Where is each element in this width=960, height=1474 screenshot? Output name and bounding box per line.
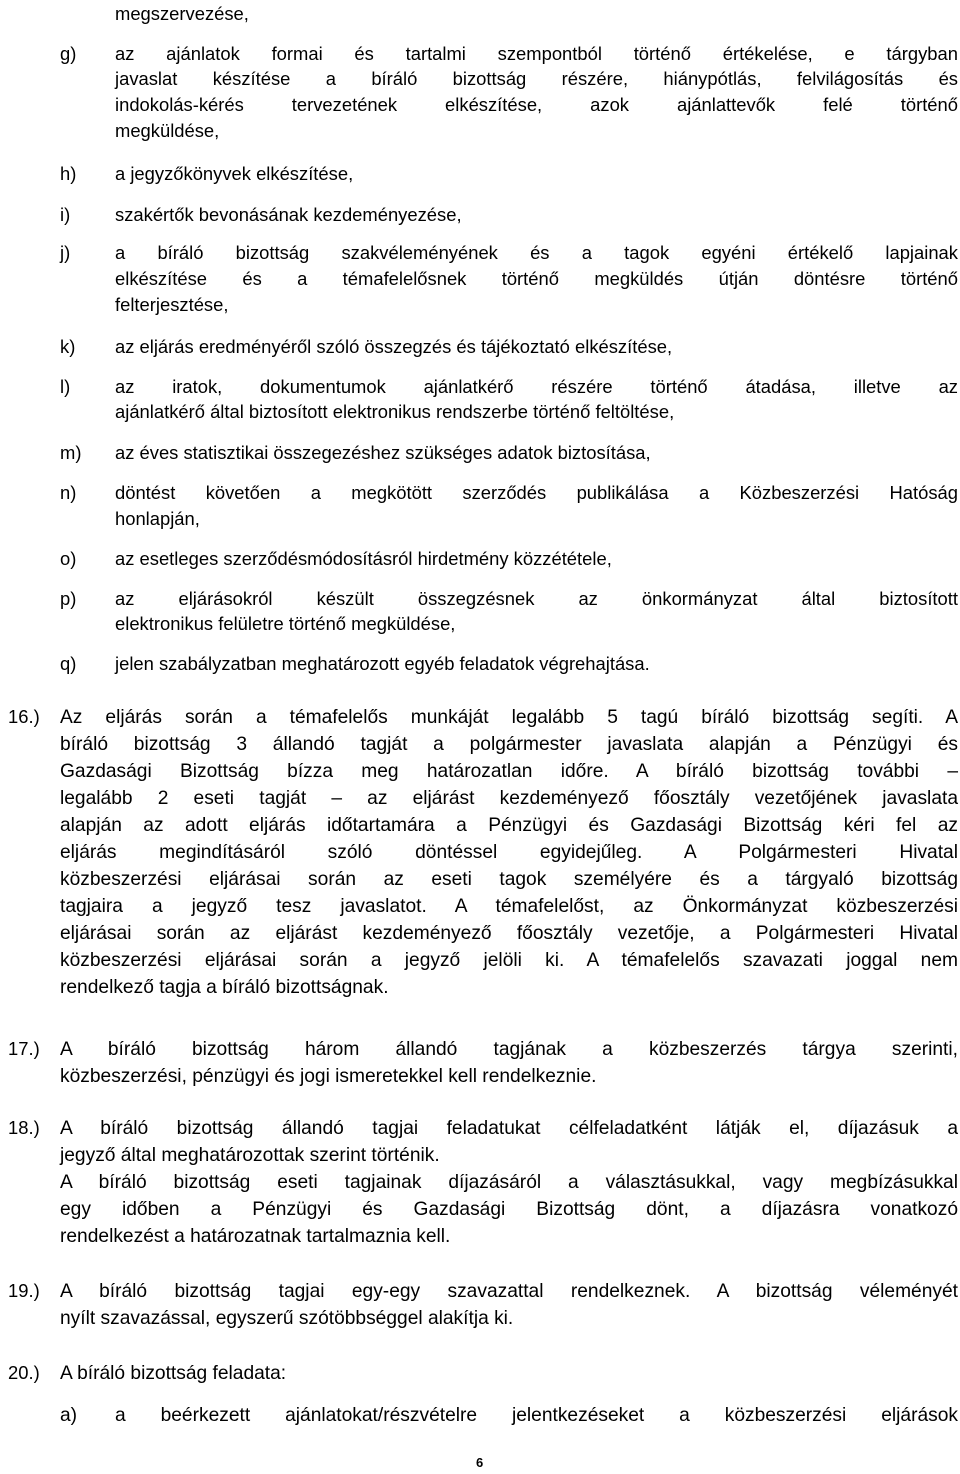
item-label-h: h) [60, 163, 77, 184]
section-19-line-1: A bíráló bizottság tagjai egy-egy szavazattal rendelkeznek. A bizottság véleményét [60, 1281, 958, 1302]
item-label-n: n) [60, 482, 77, 503]
item-label-g: g) [60, 43, 77, 64]
section-16-line-8: tagjaira a jegyző tesz javaslatot. A témafelelőst, az Önkormányzat közbeszerzési [60, 896, 958, 917]
section-18-line-4: egy időben a Pénzügyi és Gazdasági Bizottság dönt, a díjazásra vonatkozó [60, 1199, 958, 1220]
item-g-line-1: az ajánlatok formai és tartalmi szempontból történő értékelése, e tárgyban [115, 43, 958, 64]
item-label-q: q) [60, 653, 77, 674]
section-17-line-1: A bíráló bizottság három állandó tagjának a közbeszerzés tárgya szerinti, [60, 1039, 958, 1060]
section-16-line-5: alapján az adott eljárás időtartamára a Pénzügyi és Gazdasági Bizottság kéri fel az [60, 815, 958, 836]
page-number: 6 [476, 1455, 484, 1470]
section-16-line-1: Az eljárás során a témafelelős munkáját legalább 5 tagú bíráló bizottság segíti. A [60, 707, 958, 728]
item-label-m: m) [60, 442, 82, 463]
section-16-line-11: rendelkező tagja a bíráló bizottságnak. [60, 977, 389, 998]
item-label-k: k) [60, 336, 76, 357]
item-label-l: l) [60, 376, 71, 397]
item-label-o: o) [60, 548, 77, 569]
item-p-line-1: az eljárásokról készült összegzésnek az önkormányzat által biztosított [115, 588, 958, 609]
item-m-line-1: az éves statisztikai összegezéshez szükséges adatok biztosítása, [115, 442, 651, 463]
item-label-j: j) [60, 242, 71, 263]
item-n-line-1: döntést követően a megkötött szerződés publikálása a Közbeszerzési Hatóság [115, 482, 958, 503]
item-q-line-1: jelen szabályzatban meghatározott egyéb feladatok végrehajtása. [115, 653, 650, 674]
section-20-item-a-line-1: a beérkezett ajánlatokat/részvételre jelentkezéseket a közbeszerzési eljárások [115, 1405, 958, 1426]
item-j-line-1: a bíráló bizottság szakvéleményének és a tagok egyéni értékelő lapjainak [115, 242, 958, 263]
item-h-line-1: a jegyzőkönyvek elkészítése, [115, 163, 354, 184]
item-p-line-2: elektronikus felületre történő megküldése, [115, 613, 456, 634]
item-g-line-3: indokolás-kérés tervezetének elkészítése, azok ajánlattevők felé történő [115, 94, 958, 115]
item-g-line-2: javaslat készítése a bíráló bizottság részére, hiánypótlás, felvilágosítás és [115, 68, 958, 89]
section-16-line-2: bíráló bizottság 3 állandó tagját a polgármester javaslata alapján a Pénzügyi és [60, 734, 958, 755]
section-18-line-2: jegyző által meghatározottak szerint történik. [60, 1145, 440, 1166]
item-j-line-2: elkészítése és a témafelelősnek történő megküldés útján döntésre történő [115, 268, 958, 289]
section-18-line-5: rendelkezést a határozatnak tartalmaznia kell. [60, 1226, 451, 1247]
section-20-line-1: A bíráló bizottság feladata: [60, 1363, 287, 1384]
section-16-line-9: eljárásai során az eljárást kezdeményező főosztály vezetője, a Polgármesteri Hivatal [60, 923, 958, 944]
item-o-line-1: az esetleges szerződésmódosításról hirdetmény közzététele, [115, 548, 612, 569]
section-17-line-2: közbeszerzési, pénzügyi és jogi ismeretekkel kell rendelkeznie. [60, 1066, 597, 1087]
list-continuation: megszervezése, [115, 3, 249, 24]
section-number-17: 17.) [8, 1038, 40, 1059]
item-n-line-2: honlapján, [115, 508, 200, 529]
item-label-p: p) [60, 588, 77, 609]
section-18-line-3: A bíráló bizottság eseti tagjainak díjazásáról a választásukkal, vagy megbízásukkal [60, 1172, 958, 1193]
section-16-line-4: legalább 2 eseti tagját – az eljárást kezdeményező főosztály vezetőjének javaslata [60, 788, 958, 809]
section-16-line-10: közbeszerzési eljárásai során a jegyző jelöli ki. A témafelelős szavazati joggal nem [60, 950, 958, 971]
item-k-line-1: az eljárás eredményéről szóló összegzés és tájékoztató elkészítése, [115, 336, 673, 357]
section-number-19: 19.) [8, 1280, 40, 1301]
item-label-i: i) [60, 204, 71, 225]
item-g-line-4: megküldése, [115, 120, 220, 141]
section-number-16: 16.) [8, 706, 40, 727]
section-20-item-label-a: a) [60, 1405, 78, 1426]
section-16-line-7: közbeszerzési eljárásai során az eseti tagok személyére és a tárgyaló bizottság [60, 869, 958, 890]
item-j-line-3: felterjesztése, [115, 294, 229, 315]
item-i-line-1: szakértők bevonásának kezdeményezése, [115, 204, 462, 225]
section-19-line-2: nyílt szavazással, egyszerű szótöbbséggel alakítja ki. [60, 1308, 514, 1329]
section-16-line-3: Gazdasági Bizottság bízza meg határozatlan időre. A bíráló bizottság további – [60, 761, 958, 782]
section-18-line-1: A bíráló bizottság állandó tagjai feladatukat célfeladatként látják el, díjazásuk a [60, 1118, 958, 1139]
section-number-20: 20.) [8, 1362, 40, 1383]
section-number-18: 18.) [8, 1117, 40, 1138]
item-l-line-2: ajánlatkérő által biztosított elektronikus rendszerbe történő feltöltése, [115, 401, 675, 422]
item-l-line-1: az iratok, dokumentumok ajánlatkérő részére történő átadása, illetve az [115, 376, 958, 397]
section-16-line-6: eljárás megindításáról szóló döntéssel egyidejűleg. A Polgármesteri Hivatal [60, 842, 958, 863]
